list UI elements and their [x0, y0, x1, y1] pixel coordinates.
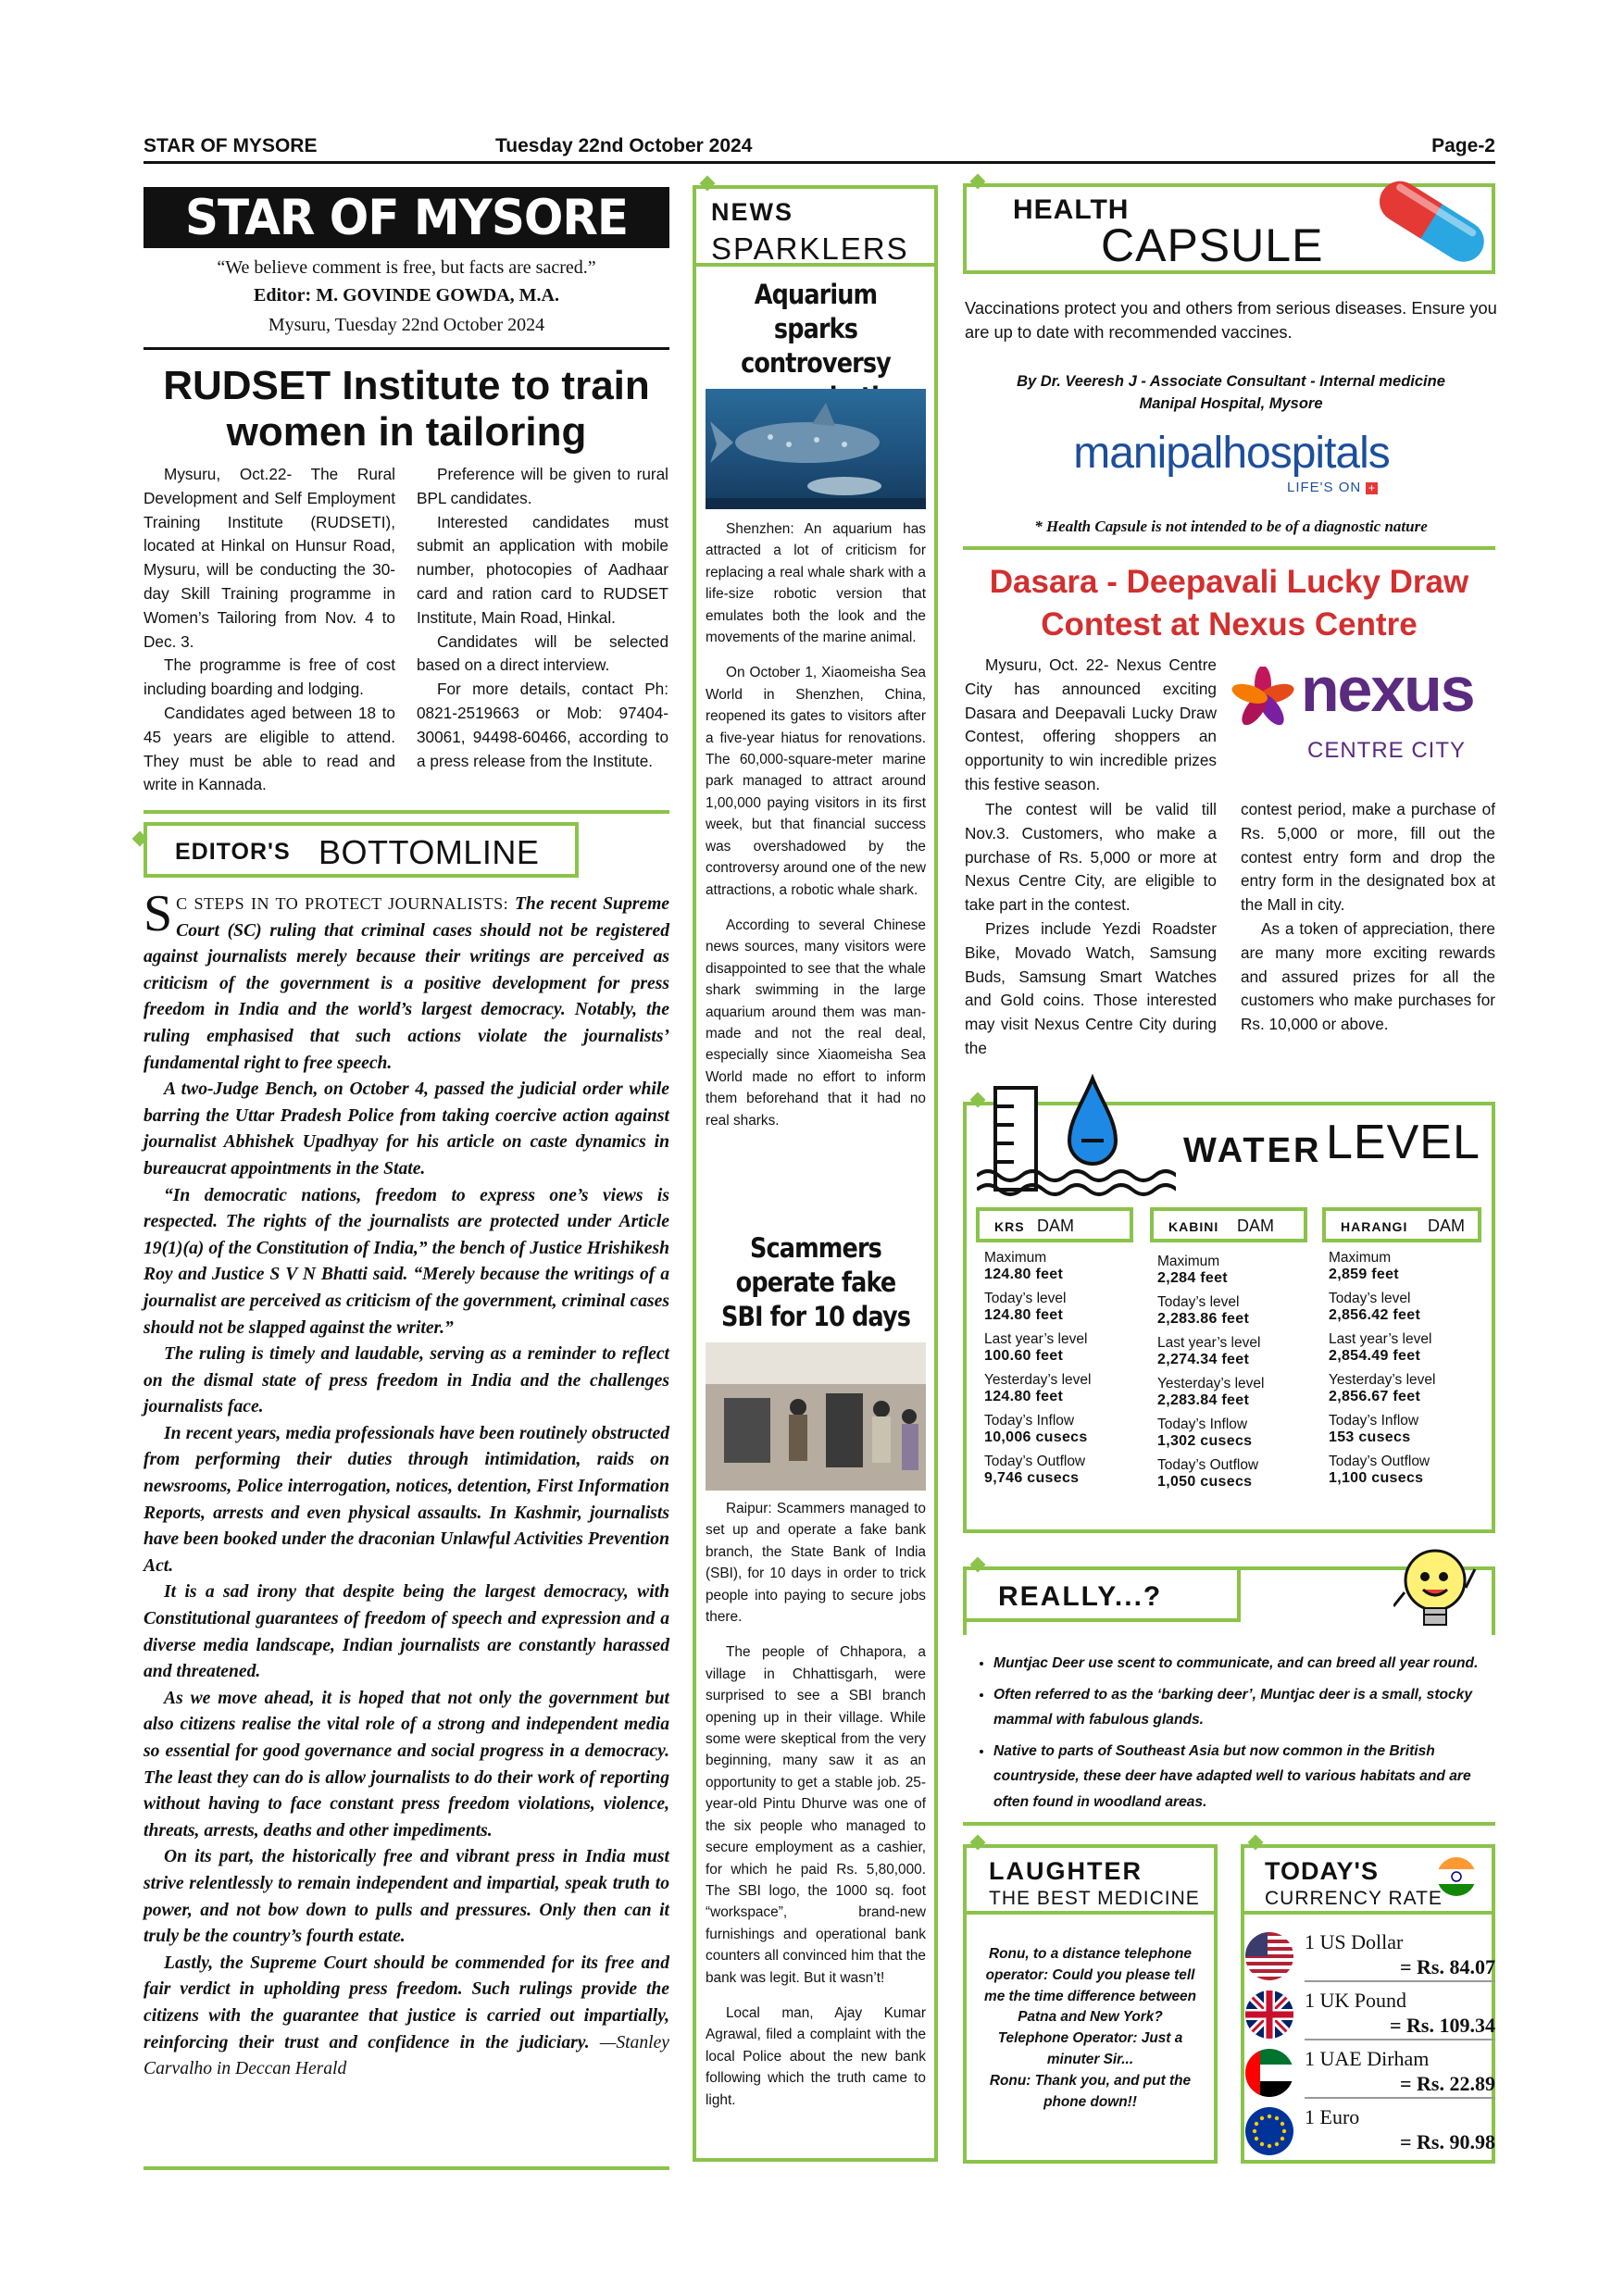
dam-label-kabini	[1150, 1207, 1307, 1242]
really-item: • Muntjac Deer use scent to communicate, and can breed all year round.	[993, 1651, 1495, 1677]
dam-row-label: Maximum	[1329, 1250, 1392, 1266]
bank-photo	[706, 1342, 926, 1491]
editorial-para: “In democratic nations, freedom to express one’s views is respected. The rights of the journalists are protected under Article 19(1)(a) of the Constitution of India,” the bench of Justice Hrishikesh Roy and Justice S V N Bhatti said. “Merely because the writings of a journalist are perceived as criticism of the government, criminal cases should not be slapped against the writer.”	[144, 1185, 669, 1338]
rudset-para: For more details, contact Ph: 0821-2519663 or Mob: 97404-30061, 94498-60466, according to a press release from the Institute.	[417, 680, 668, 770]
editorial-para: It is a sad irony that despite being the largest democracy, with Constitutional guarantees of freedom of speech and expression and a diverse media landscape, Indian journalists are constantly harassed and threatened.	[144, 1582, 669, 1682]
currency-row-aed	[1245, 2047, 1495, 2101]
really-label-text: REALLY...?	[998, 1581, 1163, 1612]
manipal-logo: manipalhospitals	[1073, 429, 1390, 478]
dam-row-value: 2,854.49 feet	[1329, 1348, 1421, 1364]
col1-bottom-rule	[144, 2166, 669, 2170]
nexus-para: Prizes include Yezdi Roadster Bike, Movado Watch, Samsung Buds, Samsung Smart Watches and Gold coins. Those interested may visit Nexus Centre City during the	[965, 918, 1217, 1057]
dam-row-label: Last year’s level	[1157, 1335, 1261, 1351]
really-item: • Often referred to as the ‘barking deer’, Muntjac deer is a small, stocky mammal with fabulous glands.	[993, 1682, 1495, 1733]
nexus-para: The contest will be valid till Nov.3. Customers, who make a purchase of Rs. 5,000 or more at Nexus Centre City, are eligible to take part in the contest.	[965, 800, 1217, 915]
dam-row-label: Today’s Outflow	[1329, 1454, 1430, 1469]
editorial-para: The ruling is timely and laudable, serving as a reminder to reflect on the dismal state of press freedom in India and the challenges journalists face.	[144, 1344, 669, 1417]
currency-name: 1 UAE Dirham	[1305, 2047, 1430, 2070]
dam-kabini-name: KABINI	[1168, 1219, 1219, 1234]
dam-row-value: 2,274.34 feet	[1157, 1352, 1250, 1367]
dam-row-label: Today’s level	[984, 1291, 1067, 1306]
rudset-para: Interested candidates must submit an application with mobile number, photocopies of Aadhaar card and ration card to RUDSET Institute, Main Road, Hinkal.	[417, 512, 668, 627]
currency-name: 1 US Dollar	[1305, 1930, 1404, 1953]
dam-row-value: 2,283.86 feet	[1157, 1311, 1250, 1327]
dam-row-value: 9,746 cusecs	[984, 1470, 1080, 1486]
scammers-para: The people of Chhapora, a village in Chhattisgarh, were surprised to see a SBI branch opening up in their village. While some were skeptical from the very beginning, many saw it as an opportunity to get a stable job. 25-year-old Pintu Dhurve was one of the six people who managed to secure employment as a cashier, for which he paid Rs. 5,80,000. The SBI logo, the 1000 sq. foot “workspace”, brand-new furnishings and operational bank counters all convinced him that the bank was legit. But it wasn’t!	[706, 1644, 926, 1986]
bottomline-rule	[144, 810, 669, 814]
aquarium-para: According to several Chinese news sources, many visitors were disappointed to see that the whale shark swimming in the large aquarium around them was man-made and not the real deal, especially since Xiaomeisha Sea World made no effort to inform them beforehand that it had no real sharks.	[706, 917, 926, 1129]
lightbulb-icon	[1393, 1541, 1477, 1643]
rudset-para: Candidates will be selected based on a direct interview.	[417, 631, 668, 675]
currency-row-gbp	[1245, 1989, 1495, 2042]
nexus-flower-icon	[1231, 667, 1294, 730]
editorial-para: A two-Judge Bench, on October 4, passed the judicial order while barring the Uttar Pradesh Police from taking coercive action against journalist Abhishek Upadhyay for his article on caste dynamics in bureaucrat appointments in the State.	[144, 1079, 669, 1179]
manipal-tagline-text: LIFE'S ON	[1287, 480, 1362, 495]
dam-row-label: Yesterday’s level	[984, 1372, 1092, 1388]
nexus-para: contest period, make a purchase of Rs. 5,000 or more, fill out the contest entry form and drop the entry form in the designated box at the Mall in city.	[1241, 800, 1495, 915]
water-label-light: LEVEL	[1326, 1116, 1480, 1169]
dam-row-label: Today’s level	[1329, 1291, 1411, 1306]
page-number: Page-2	[1431, 135, 1495, 156]
dam-harangi-suffix: DAM	[1428, 1217, 1465, 1235]
nexus-col2	[1241, 798, 1495, 1037]
health-label-bold: HEALTH	[1013, 194, 1130, 225]
nexus-col1b	[965, 798, 1217, 1061]
editorial-lead-caps: C STEPS IN TO PROTECT JOURNALISTS:	[176, 894, 509, 913]
masthead-logo	[144, 187, 669, 248]
masthead-motto: “We believe comment is free, but facts are sacred.”	[217, 257, 596, 278]
health-label	[963, 183, 1495, 274]
bottomline-label-light: BOTTOMLINE	[319, 833, 540, 871]
joke-line: Ronu: Thank you, and put the phone down!!	[989, 2072, 1192, 2110]
dam-row-value: 2,856.67 feet	[1329, 1389, 1421, 1404]
nexus-para: As a token of appreciation, there are many more exciting rewards and assured prizes for all the customers who make purchases for Rs. 10,000 or above.	[1241, 918, 1495, 1034]
rudset-col1	[144, 463, 395, 797]
scammers-headline: Scammers operate fake SBI for 10 days	[720, 1232, 911, 1332]
currency-label-bold: TODAY'S	[1265, 1857, 1379, 1885]
scammers-para: Raipur: Scammers managed to set up and operate a fake bank branch, the State Bank of India (SBI), for 10 days in order to trick people into paying to secure jobs there.	[706, 1501, 926, 1626]
health-byline-2: Manipal Hospital, Mysore	[1139, 395, 1323, 412]
aquarium-para: Shenzhen: An aquarium has attracted a lot of criticism for replacing a real whale shark with a life-size robotic version that emulates both the look and the movements of the marine animal.	[706, 521, 926, 646]
dam-row-value: 1,100 cusecs	[1329, 1470, 1424, 1486]
rudset-para: The programme is free of cost including boarding and lodging.	[144, 655, 395, 699]
dam-row-label: Last year’s level	[984, 1331, 1088, 1347]
dam-label-krs	[976, 1207, 1133, 1242]
rudset-para: Candidates aged between 18 to 45 years are eligible to attend. They must be able to read and write in Kannada.	[144, 703, 395, 794]
dam-row-value: 124.80 feet	[984, 1307, 1064, 1323]
dam-harangi-name: HARANGI	[1341, 1219, 1408, 1234]
really-label	[963, 1566, 1241, 1622]
health-byline	[965, 370, 1497, 415]
bottomline-label	[144, 822, 579, 878]
rudset-para: Mysuru, Oct.22- The Rural Development and Self Employment Training Institute (RUDSETI), located at Hinkal on Hunsur Road, Mysuru, will be conducting the 30-day Skill Training programme in Women’s Tailoring from Nov. 4 to Dec. 3.	[144, 465, 395, 651]
dam-row-value: 124.80 feet	[984, 1267, 1064, 1282]
rudset-col2	[417, 463, 668, 773]
scammers-body	[706, 1498, 926, 2125]
dam-row-label: Today’s level	[1157, 1294, 1240, 1310]
shark-photo	[706, 389, 926, 509]
water-label-bold: WATER	[1183, 1131, 1322, 1170]
dam-row-label: Today’s Inflow	[1329, 1413, 1419, 1429]
dam-row-label: Today’s Inflow	[984, 1413, 1075, 1429]
editorial-body	[144, 885, 670, 2083]
dam-row-value: 2,284 feet	[1157, 1270, 1228, 1286]
dam-krs-name: KRS	[994, 1219, 1025, 1234]
currency-label	[1241, 1844, 1495, 1915]
laughter-label-bold: LAUGHTER	[989, 1857, 1143, 1885]
nexus-logo: nexus	[1301, 655, 1474, 725]
editorial-para: As we move ahead, it is hoped that not only the government but also citizens realise the vital role of a strong and independent media so essential for good governance and social progress in a democracy. The least they can do is allow journalists to do their work of reporting without having to face constant press freedom violations, violence, threats, arrests, deaths and other impediments.	[144, 1688, 669, 1841]
currency-label-light: CURRENCY RATE	[1265, 1888, 1443, 1909]
paper-name: STAR OF MYSORE	[144, 135, 318, 156]
dam-row-label: Yesterday’s level	[1157, 1376, 1265, 1391]
currency-value: = Rs. 84.07	[1400, 1955, 1495, 1978]
masthead-editor: Editor: M. GOVINDE GOWDA, M.A.	[254, 285, 559, 306]
dam-row-value: 2,859 feet	[1329, 1267, 1399, 1282]
dam-row-value: 1,302 cusecs	[1157, 1433, 1253, 1449]
dam-row-label: Maximum	[984, 1250, 1047, 1266]
joke-line: Telephone Operator: Just a minuter Sir...	[997, 2030, 1183, 2067]
health-disclaimer: * Health Capsule is not intended to be of a diagnostic nature	[1034, 518, 1428, 535]
dam-row-label: Last year’s level	[1329, 1331, 1432, 1347]
really-bottom-rule	[963, 1822, 1495, 1826]
issue-date: Tuesday 22nd October 2024	[495, 135, 753, 156]
dam-row-value: 2,283.84 feet	[1157, 1392, 1250, 1408]
dam-row-label: Today’s Outflow	[984, 1454, 1086, 1469]
usa-flag-icon	[1245, 1932, 1293, 1980]
health-label-light: CAPSULE	[1101, 219, 1324, 271]
currency-row-eur	[1245, 2105, 1495, 2159]
uae-flag-icon	[1245, 2049, 1293, 2097]
laughter-joke	[981, 1944, 1199, 2113]
scammers-para: Local man, Ajay Kumar Agrawal, filed a complaint with the local Police about the new bank following which the truth came to light.	[706, 2004, 926, 2108]
currency-name: 1 Euro	[1305, 2105, 1360, 2128]
dam-krs-data	[984, 1250, 1142, 1494]
dam-row-label: Maximum	[1157, 1254, 1220, 1269]
eu-flag-icon	[1245, 2107, 1293, 2155]
health-text: Vaccinations protect you and others from serious diseases. Ensure you are up to date with recommended vaccines.	[965, 298, 1497, 342]
dam-harangi-data	[1329, 1250, 1491, 1494]
currency-value: = Rs. 22.89	[1400, 2072, 1495, 2095]
currency-name: 1 UK Pound	[1305, 1989, 1407, 2012]
dam-row-label: Yesterday’s level	[1329, 1372, 1436, 1388]
editorial-para: Lastly, the Supreme Court should be commended for its free and fair verdict in upholding press freedom. Such rulings provide the citizens with the guarantee that justice is carried out impartially, reinforcing their trust and confidence in the judiciary.	[144, 1953, 669, 2053]
editorial-para: In recent years, media professionals have been routinely obstructed from performing their duties through intimidation, raids on newsrooms, Police interrogation, notices, detention, First Information Reports, arrests and even physical assaults. In Kashmir, journalists have been booked under the draconian Unlawful Activities Prevention Act.	[144, 1423, 669, 1576]
currency-row-usd	[1245, 1930, 1495, 1984]
news-label-bold: NEWS	[711, 198, 793, 226]
health-bottom-rule	[963, 546, 1495, 550]
editorial-dropcap: S	[144, 885, 173, 942]
currency-value: = Rs. 109.34	[1390, 2014, 1495, 2037]
currency-value: = Rs. 90.98	[1400, 2130, 1495, 2153]
dam-row-value: 124.80 feet	[984, 1389, 1064, 1404]
news-label-light: SPARKLERS	[711, 231, 909, 266]
dam-row-label: Today’s Outflow	[1157, 1457, 1259, 1473]
aquarium-para: On October 1, Xiaomeisha Sea World in Shenzhen, China, reopened its gates to visitors after a five-year hiatus for renovations. The 60,000-square-meter marine park managed to attract around 1,00,000 paying visitors in its first week, but that financial success was overshadowed by the controversy around one of the new attractions, a robotic whale shark.	[706, 665, 926, 898]
nexus-col1a	[965, 654, 1217, 797]
nexus-headline: Dasara - Deepavali Lucky Draw Contest at Nexus Centre	[989, 564, 1469, 643]
nexus-logo-sub: CENTRE CITY	[1307, 738, 1467, 763]
dam-row-value: 2,856.42 feet	[1329, 1307, 1421, 1323]
editorial-para: On its part, the historically free and vibrant press in India must strive relentlessly to remain independent and impartial, speak truth to power, and not bow down to pulls and pressures. Only then can it truly be the country’s fourth estate.	[144, 1847, 669, 1947]
dam-kabini-data	[1157, 1254, 1315, 1498]
dam-row-label: Today’s Inflow	[1157, 1416, 1248, 1432]
health-byline-1: By Dr. Veeresh J - Associate Consultant - Internal medicine	[1017, 373, 1445, 390]
india-flag-icon	[1435, 1855, 1478, 1898]
laughter-label-light: THE BEST MEDICINE	[989, 1888, 1200, 1909]
masthead-rule	[144, 347, 669, 350]
dam-label-harangi	[1322, 1207, 1481, 1242]
joke-line: Ronu, to a distance telephone operator: Could you please tell me the time difference between Patna and New York?	[984, 1946, 1196, 2026]
bottomline-label-bold: EDITOR'S	[175, 839, 291, 865]
really-item: • Native to parts of Southeast Asia but now common in the British countryside, these deer have adapted well to various habitats and are often found in woodland areas.	[993, 1739, 1495, 1816]
uk-flag-icon	[1245, 1990, 1293, 2039]
aquarium-headline: Aquarium sparks controversy	[741, 279, 891, 379]
editorial-lead: The recent Supreme Court (SC) ruling that criminal cases should not be registered against journalists merely because their writings are perceived as criticism of the government is a positive development for press freedom in India and the world’s largest democracy. Notably, the ruling emphasised that such actions violate the journalists’ fundamental right to free speech.	[144, 894, 670, 1073]
editorial-credit: —Stanley Carvalho in Deccan Herald	[144, 2032, 669, 2079]
really-list	[968, 1651, 1495, 1820]
nexus-para: Mysuru, Oct. 22- Nexus Centre City has announced exciting Dasara and Deepavali Lucky Draw Contest, offering shoppers an opportunity to win incredible prizes this festive season.	[965, 655, 1217, 793]
manipal-tagline	[1287, 480, 1378, 495]
news-sparklers-label	[693, 185, 938, 267]
capsule-icon	[1365, 170, 1499, 272]
water-gauge-icon	[977, 1074, 1176, 1204]
masthead-dateline: Mysuru, Tuesday 22nd October 2024	[268, 315, 545, 335]
dam-row-value: 100.60 feet	[984, 1348, 1064, 1364]
dam-row-value: 153 cusecs	[1329, 1429, 1411, 1445]
dam-krs-suffix: DAM	[1037, 1217, 1074, 1235]
top-bar	[144, 133, 1495, 164]
rudset-para: Preference will be given to rural BPL candidates.	[417, 465, 668, 507]
dam-kabini-suffix: DAM	[1237, 1217, 1274, 1235]
aquarium-body	[706, 518, 926, 1145]
dam-row-value: 10,006 cusecs	[984, 1429, 1088, 1445]
dam-row-value: 1,050 cusecs	[1157, 1474, 1253, 1490]
masthead-logo-text: STAR OF MYSORE	[184, 189, 629, 246]
laughter-label	[963, 1844, 1218, 1915]
rudset-headline: RUDSET Institute to train women in tailoring	[163, 363, 650, 455]
manipal-plus-icon: +	[1366, 482, 1378, 494]
